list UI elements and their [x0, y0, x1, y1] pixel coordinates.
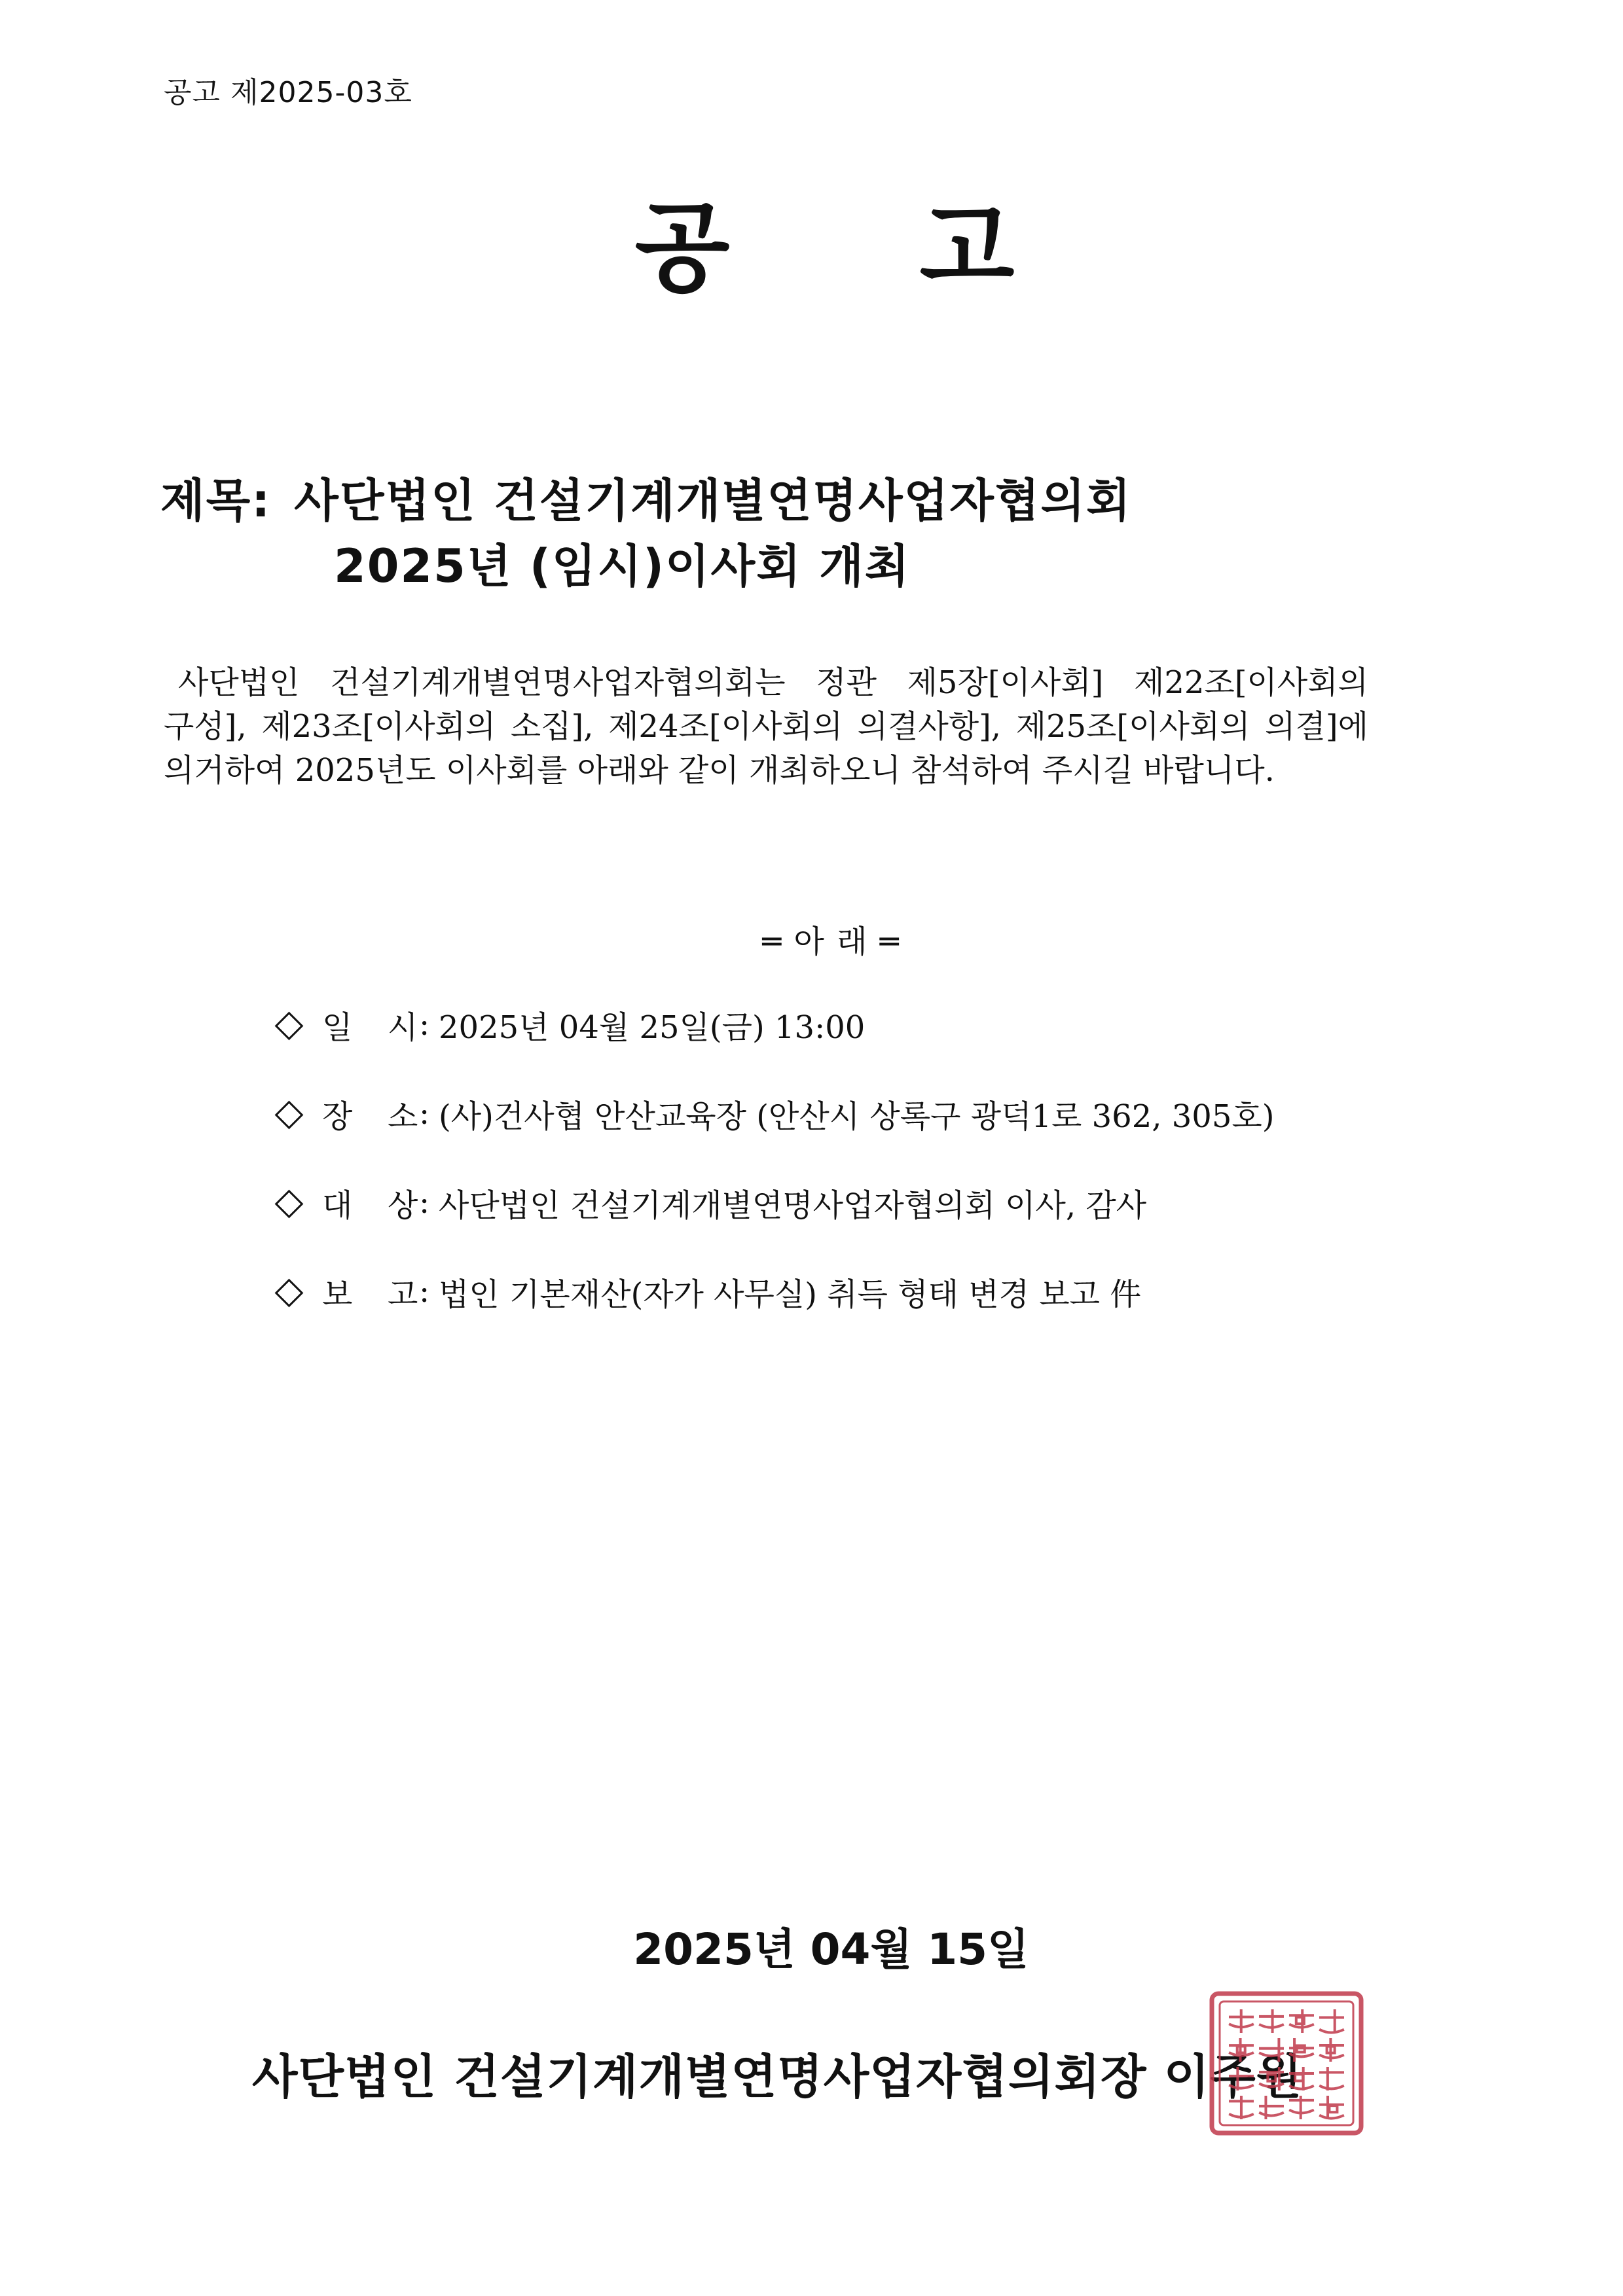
seal-glyph — [1230, 2068, 1252, 2089]
document-number: 공고 제2025-03호 — [164, 76, 412, 109]
seal-glyph — [1260, 2039, 1283, 2060]
seal-glyph — [1260, 2011, 1283, 2032]
detail-label: 장 소 — [322, 1098, 418, 1135]
detail-colon: : — [419, 1095, 430, 1132]
detail-label: 보 고 — [322, 1276, 418, 1313]
seal-glyph — [1321, 2011, 1343, 2033]
detail-colon: : — [419, 1184, 430, 1221]
seal-glyph — [1290, 2011, 1313, 2032]
detail-colon: : — [419, 1273, 430, 1310]
detail-label: 대 상 — [322, 1187, 418, 1224]
title-char-2: 고 — [919, 192, 1015, 306]
detail-value: 사단법인 건설기계개별연명사업자협의회 이사, 감사 — [439, 1187, 1147, 1224]
detail-value: 법인 기본재산(자가 사무실) 취득 형태 변경 보고 件 — [439, 1276, 1142, 1313]
seal-glyph — [1260, 2068, 1283, 2089]
seal-glyph — [1260, 2097, 1283, 2118]
seal-border — [1212, 1994, 1361, 2133]
diamond-bullet-icon — [275, 1279, 300, 1304]
detail-item-target — [275, 1179, 1274, 1225]
seal-glyph — [1230, 2011, 1252, 2032]
subject-label: 제목: — [160, 474, 272, 528]
detail-value: 2025년 04월 25일(금) 13:00 — [439, 1009, 866, 1046]
detail-item-location — [275, 1090, 1274, 1136]
detail-label: 일 시 — [322, 1009, 418, 1046]
subject-line-2: 2025년 (임시)이사회 개최 — [334, 539, 911, 593]
diamond-bullet-icon — [275, 1101, 300, 1126]
seal-glyph — [1321, 2097, 1343, 2119]
body-paragraph: 사단법인 건설기계개별연명사업자협의회는 정관 제5장[이사회] 제22조[이사회의 구성], 제23조[이사회의 소집], 제24조[이사회의 의결사항], 제25조[이사회의 의결]에 의거하여 2025년도 이사회를 아래와 같이 개최하오니 참석하여 주시길 바랍니다. — [164, 664, 1368, 789]
signature-line: 사단법인 건설기계개별연명사업자협의회장 이주원 — [252, 2049, 1303, 2104]
seal-glyph — [1321, 2068, 1343, 2089]
seal-glyph — [1290, 2097, 1313, 2118]
seal-glyph — [1290, 2039, 1313, 2060]
section-heading-arae: ═ 아 래 ═ — [762, 924, 900, 960]
seal-glyph — [1290, 2068, 1313, 2089]
page-title — [0, 193, 1623, 304]
detail-colon: : — [419, 1006, 430, 1043]
subject-line-1: 사단법인 건설기계개별연명사업자협의회 — [294, 474, 1132, 528]
diamond-bullet-icon — [275, 1190, 300, 1215]
issue-date: 2025년 04월 15일 — [633, 1924, 1029, 1975]
detail-value: (사)건사협 안산교육장 (안산시 상록구 광덕1로 362, 305호) — [439, 1098, 1275, 1135]
official-seal-stamp — [1208, 1990, 1365, 2137]
seal-glyph — [1321, 2039, 1343, 2060]
seal-glyph — [1230, 2039, 1252, 2060]
detail-list — [275, 1001, 1274, 1357]
title-char-1: 공 — [634, 192, 730, 306]
seal-glyph — [1230, 2097, 1252, 2118]
detail-item-datetime — [275, 1001, 1274, 1047]
subject-heading — [160, 468, 1132, 599]
detail-item-report — [275, 1268, 1274, 1314]
diamond-bullet-icon — [275, 1012, 300, 1037]
